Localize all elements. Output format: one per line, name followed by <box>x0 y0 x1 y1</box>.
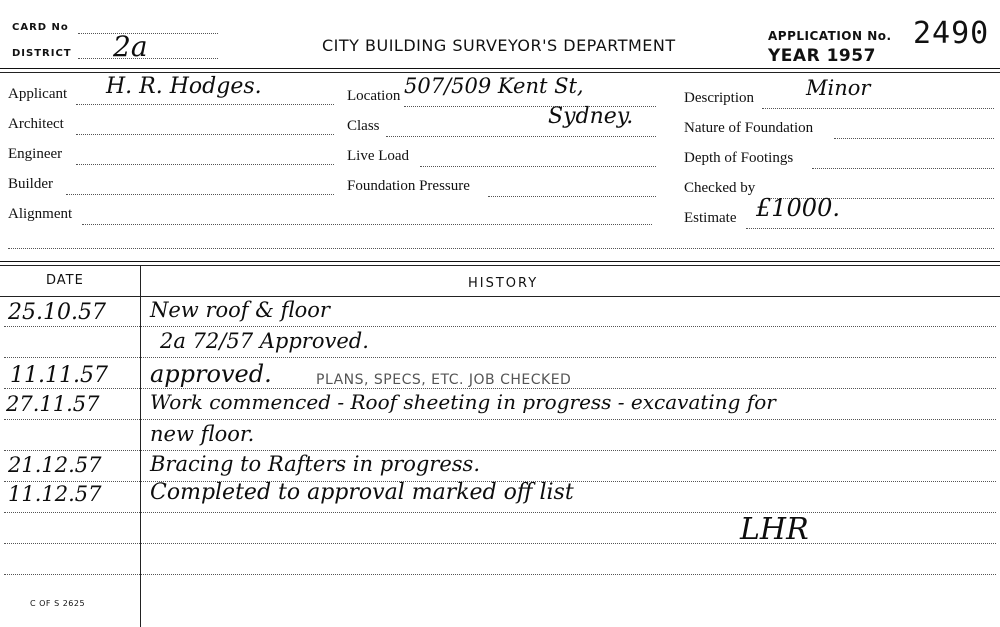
history-row-text: Work commenced - Roof sheeting in progress - excavating for <box>150 390 776 414</box>
date-header: DATE <box>46 273 84 288</box>
engineer-label: Engineer <box>8 146 63 162</box>
ruled-line <box>4 512 996 513</box>
card-no-label: CARD No <box>12 22 69 33</box>
foundation-pressure-label: Foundation Pressure <box>347 178 470 194</box>
application-number: 2490 <box>913 16 990 51</box>
form-code: C OF S 2625 <box>30 599 86 608</box>
checked-by-label: Checked by <box>684 180 756 196</box>
history-row-text: new floor. <box>150 422 255 446</box>
alignment-label: Alignment <box>8 206 73 222</box>
ruled-line <box>4 326 996 327</box>
applicant-value: H. R. Hodges. <box>106 74 262 99</box>
depth-of-footings-label: Depth of Footings <box>684 150 794 166</box>
ruled-line <box>4 419 996 420</box>
ruled-line <box>4 388 996 389</box>
history-row-text: Bracing to Rafters in progress. <box>150 452 480 476</box>
district-line <box>78 58 218 59</box>
department-title: CITY BUILDING SURVEYOR'S DEPARTMENT <box>322 36 676 55</box>
live-load-label: Live Load <box>347 148 410 164</box>
application-label: APPLICATION No. <box>768 29 892 43</box>
history-row-date: 11.12.57 <box>8 482 102 506</box>
history-header: HISTORY <box>468 276 539 291</box>
builder-label: Builder <box>8 176 53 192</box>
class-label: Class <box>347 118 380 134</box>
fields-extra-line <box>8 248 994 249</box>
description-label: Description <box>684 90 754 106</box>
ruled-line <box>4 450 996 451</box>
district-value: 2a <box>113 30 148 63</box>
builder-line <box>66 194 334 195</box>
location-label: Location <box>347 88 401 104</box>
estimate-value: £1000. <box>756 194 840 222</box>
class-line <box>386 136 656 137</box>
description-line <box>762 108 994 109</box>
architect-line <box>76 134 334 135</box>
alignment-line <box>82 224 652 225</box>
foundation-pressure-line <box>488 196 656 197</box>
description-value: Minor <box>806 76 871 100</box>
live-load-line <box>420 166 656 167</box>
estimate-line <box>746 228 994 229</box>
history-row-text: 2a 72/57 Approved. <box>160 329 369 353</box>
table-rule-top2 <box>0 265 1000 266</box>
history-row-date: 21.12.57 <box>8 453 102 477</box>
initials-signature: LHR <box>740 512 809 547</box>
history-row-date: 11.11.57 <box>10 363 108 388</box>
history-row-date: 27.11.57 <box>6 392 100 416</box>
ruled-line <box>4 357 996 358</box>
history-row-date: 25.10.57 <box>8 300 106 325</box>
estimate-label: Estimate <box>684 210 737 226</box>
history-row-text: Completed to approval marked off list <box>150 480 574 505</box>
header-rule-bottom <box>0 72 1000 73</box>
ruled-line <box>4 543 996 544</box>
card-no-line <box>78 33 218 34</box>
nature-of-foundation-label: Nature of Foundation <box>684 120 814 136</box>
table-rule-top <box>0 261 1000 262</box>
ruled-line <box>4 574 996 575</box>
history-row-text: New roof & floor <box>150 298 330 322</box>
class-value: Sydney. <box>548 104 634 129</box>
header-row-rule <box>0 296 1000 297</box>
engineer-line <box>76 164 334 165</box>
applicant-line <box>76 104 334 105</box>
architect-label: Architect <box>8 116 64 132</box>
year-label: YEAR 1957 <box>768 46 876 66</box>
header-rule-top <box>0 68 1000 69</box>
location-value: 507/509 Kent St, <box>404 74 584 98</box>
depth-of-footings-line <box>812 168 994 169</box>
nature-of-foundation-line <box>834 138 994 139</box>
history-row-text: approved. <box>150 360 272 388</box>
checked-stamp: PLANS, SPECS, ETC. JOB CHECKED <box>316 372 572 388</box>
applicant-label: Applicant <box>8 86 68 102</box>
date-column-divider <box>140 265 141 627</box>
district-label: DISTRICT <box>12 48 72 59</box>
